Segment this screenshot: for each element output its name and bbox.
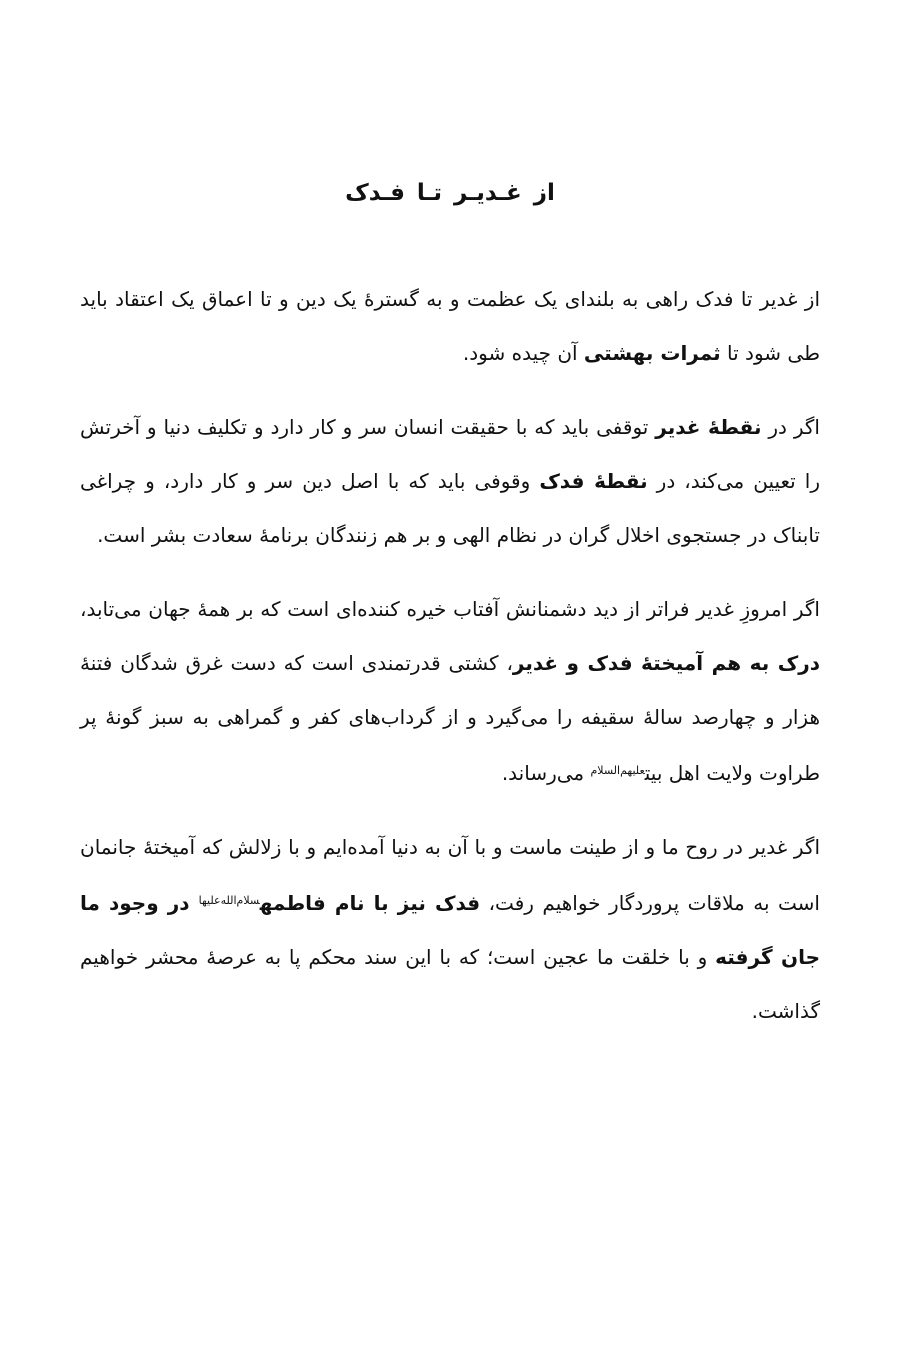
text-run: و با خلقت ما عجین است؛ که با این سند محکم پا به عرصهٔ محشر خواهیم گذاشت. <box>80 945 820 1023</box>
chapter-title: از غـدیـر تـا فـدک <box>345 180 555 206</box>
paragraph <box>80 272 820 380</box>
paragraph <box>80 400 820 562</box>
text-run: توقفی باید که با حقیقت انسان سر و کار دارد و تکلیف دنیا و آخرتش را تعیین می‌کند، در <box>80 415 820 493</box>
bold-phrase: نقطهٔ غدیر <box>655 415 762 439</box>
bold-phrase: فدک نیز با نام فاطمه <box>259 891 481 915</box>
bold-phrase: نقطهٔ فدک <box>539 469 648 493</box>
paragraph <box>80 820 820 1038</box>
text-run: ، کشتی قدرتمندی است که دست غرق شدگان فتنهٔ هزار و چهارصد سالهٔ سقیفه را می‌گیرد و از گرداب‌های کفر و گمراهی به سبز گونهٔ پر طراوت ولایت اهل بیت <box>80 651 820 785</box>
bold-phrase: در وجود ما جان گرفته <box>80 891 821 969</box>
text-run: می‌رساند. <box>501 761 591 785</box>
text-run: اگر امروزِ غدیر فراتر از دید دشمنانش آفتاب خیره کننده‌ای است که بر همهٔ جهان می‌تابد، <box>80 597 820 621</box>
body-text <box>80 272 820 1038</box>
text-run: وقوفی باید که با اصل دین سر و کار دارد، و چراغی تابناک در جستجوی اخلال گران در نظام الهی و بر هم زنندگان برنامهٔ سعادت بشر است. <box>80 469 820 547</box>
honorific-mark: علیهم‌السلام <box>590 764 645 777</box>
honorific-mark: سلام‌الله‌علیها <box>198 894 260 907</box>
text-run: آن چیده شود. <box>462 341 584 365</box>
text-run: اگر در <box>761 415 820 439</box>
text-run: اگر غدیر در روح ما و از طینت ماست و با آن به دنیا آمده‌ایم و با زلالش که آمیختهٔ جانمان است به ملاقات پروردگار خواهیم رفت، <box>80 835 820 915</box>
bold-phrase: درک به هم آمیختهٔ فدک و غدیر <box>512 651 821 675</box>
bold-phrase: ثمرات بهشتی <box>583 341 721 365</box>
paragraph <box>80 582 820 800</box>
text-run: از غدیر تا فدک راهی به بلندای یک عظمت و به گسترهٔ یک دین و تا اعماق یک اعتقاد باید طی شود تا <box>80 287 820 365</box>
